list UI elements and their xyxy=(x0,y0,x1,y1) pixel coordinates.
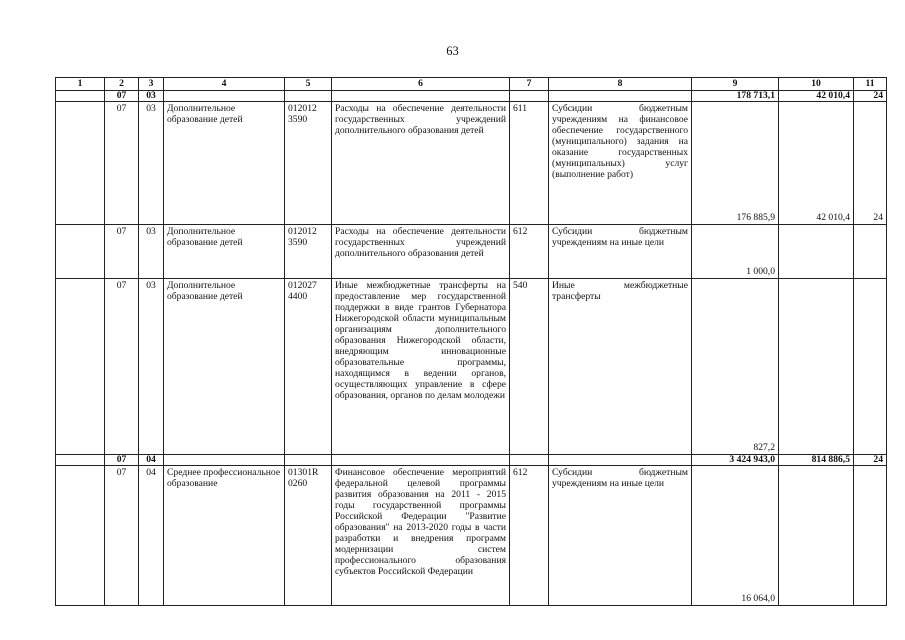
cell-empty xyxy=(56,279,105,455)
header-col-4: 4 xyxy=(164,78,285,91)
cell-amount: 1 000,0 xyxy=(692,225,779,279)
cell-expense-name: Субсидии бюджетным учреждениям на иные цели xyxy=(549,466,692,606)
header-col-6: 6 xyxy=(332,78,510,91)
cell-subsection: 03 xyxy=(139,279,164,455)
header-col-2: 2 xyxy=(105,78,139,91)
cell-section: 07 xyxy=(105,91,139,102)
cell-empty xyxy=(285,455,332,466)
cell-code xyxy=(854,466,887,606)
cell-expense-type: 612 xyxy=(510,225,549,279)
cell-target-code: 012012 3590 xyxy=(285,102,332,225)
cell-target-code: 012027 4400 xyxy=(285,279,332,455)
cell-amount: 176 885,9 xyxy=(692,102,779,225)
cell-description: Расходы на обеспечение деятельности государственных учреждений дополнительного образования детей xyxy=(332,102,510,225)
cell-amount: 16 064,0 xyxy=(692,466,779,606)
cell-empty xyxy=(56,102,105,225)
cell-amount: 3 424 943,0 xyxy=(692,455,779,466)
cell-amount-federal xyxy=(779,466,854,606)
cell-target-code: 01301R 0260 xyxy=(285,466,332,606)
cell-section: 07 xyxy=(105,225,139,279)
cell-expense-name: Субсидии бюджетным учреждениям на иные цели xyxy=(549,225,692,279)
header-col-9: 9 xyxy=(692,78,779,91)
cell-expense-type: 540 xyxy=(510,279,549,455)
table-row xyxy=(56,102,887,225)
cell-amount: 827,2 xyxy=(692,279,779,455)
cell-empty xyxy=(56,91,105,102)
cell-empty xyxy=(549,91,692,102)
cell-description: Финансовое обеспечение мероприятий федеральной целевой программы развития образования на 2011 - 2015 годы государственной программы Российской Федерации "Развитие образования" на 2013-2020 годы в части разработки и внедрения программ модернизации систем профессионального образования субъектов Российской Федерации xyxy=(332,466,510,606)
header-col-10: 10 xyxy=(779,78,854,91)
cell-empty xyxy=(56,225,105,279)
cell-description: Иные межбюджетные трансферты на предоставление мер государственной поддержки в виде грантов Губернатора Нижегородской области муниципальным организациям дополнительного образования Нижегородской области, внедряющим инновационные образовательные программы, находящимся в ведении органов, осуществляющих управление в сфере образования, органов по делам молодежи xyxy=(332,279,510,455)
subtotal-row xyxy=(56,91,887,102)
cell-empty xyxy=(332,455,510,466)
header-row xyxy=(56,78,887,91)
cell-empty xyxy=(56,466,105,606)
cell-expense-type: 612 xyxy=(510,466,549,606)
cell-subsection: 03 xyxy=(139,91,164,102)
header-col-1: 1 xyxy=(56,78,105,91)
cell-section: 07 xyxy=(105,102,139,225)
header-col-7: 7 xyxy=(510,78,549,91)
cell-expense-name: Субсидии бюджетным учреждениям на финансовое обеспечение государственного (муниципального) задания на оказание государственных (муниципальных) услуг (выполнение работ) xyxy=(549,102,692,225)
cell-description: Расходы на обеспечение деятельности государственных учреждений дополнительного образования детей xyxy=(332,225,510,279)
cell-expense-type: 611 xyxy=(510,102,549,225)
cell-code: 24 xyxy=(854,455,887,466)
cell-expense-name: Иные межбюджетные трансферты xyxy=(549,279,692,455)
cell-subsection: 04 xyxy=(139,455,164,466)
budget-table xyxy=(55,77,887,606)
cell-empty xyxy=(510,91,549,102)
cell-amount-federal: 814 886,5 xyxy=(779,455,854,466)
cell-amount-federal: 42 010,4 xyxy=(779,91,854,102)
cell-subsection: 04 xyxy=(139,466,164,606)
cell-empty xyxy=(164,455,285,466)
cell-section: 07 xyxy=(105,455,139,466)
cell-name: Дополнительное образование детей xyxy=(164,279,285,455)
cell-empty xyxy=(164,91,285,102)
cell-empty xyxy=(56,455,105,466)
cell-section: 07 xyxy=(105,279,139,455)
cell-empty xyxy=(332,91,510,102)
cell-subsection: 03 xyxy=(139,102,164,225)
header-col-5: 5 xyxy=(285,78,332,91)
cell-name: Дополнительное образование детей xyxy=(164,102,285,225)
table-row xyxy=(56,466,887,606)
page-number: 63 xyxy=(446,44,459,58)
cell-amount-federal: 42 010,4 xyxy=(779,102,854,225)
header-col-3: 3 xyxy=(139,78,164,91)
cell-name: Среднее профессиональное образование xyxy=(164,466,285,606)
table-row xyxy=(56,225,887,279)
cell-code xyxy=(854,279,887,455)
cell-amount: 178 713,1 xyxy=(692,91,779,102)
cell-empty xyxy=(510,455,549,466)
cell-amount-federal xyxy=(779,279,854,455)
cell-subsection: 03 xyxy=(139,225,164,279)
cell-target-code: 012012 3590 xyxy=(285,225,332,279)
cell-name: Дополнительное образование детей xyxy=(164,225,285,279)
cell-code xyxy=(854,225,887,279)
cell-empty xyxy=(549,455,692,466)
header-col-8: 8 xyxy=(549,78,692,91)
subtotal-row xyxy=(56,455,887,466)
cell-empty xyxy=(285,91,332,102)
table-row xyxy=(56,279,887,455)
cell-code: 24 xyxy=(854,102,887,225)
cell-amount-federal xyxy=(779,225,854,279)
cell-section: 07 xyxy=(105,466,139,606)
header-col-11: 11 xyxy=(854,78,887,91)
cell-code: 24 xyxy=(854,91,887,102)
